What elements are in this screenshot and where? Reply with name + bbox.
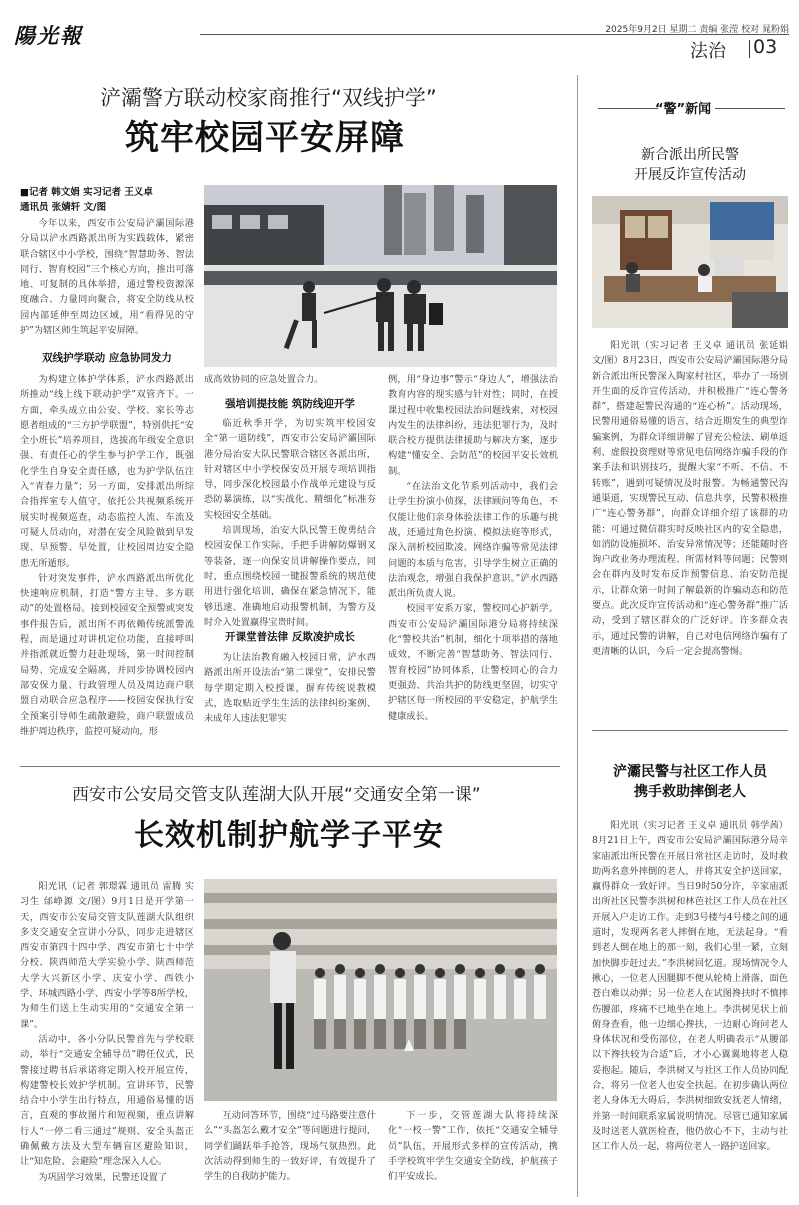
article2-paragraph: 阳光讯（记者 郭璟霖 通讯员 雷腾 实习生 邰峥源 文/图）9月1日是开学第一天，西安市公安局交管支队莲湖大队组织多支交通安全宣讲小分队，同步走进辖区西安市第四十四中学、西安市第七十中学分校、陕西师范大学实验小学、陕西师范大学大兴新区小学、庆安小学、西铁小学、环城西路小学、西安小学等8所学校，为师生们送上生动实用的“交通安全第一课”。 <box>20 881 194 1030</box>
article2-photo-traffic-class <box>204 879 557 1101</box>
masthead-rule <box>200 34 789 35</box>
article1-paragraph: 例，用“身边事”警示“身边人”，增强法治教育内容的现实感与针对性；同时，在授课过程中收集校园法治问题线索，对校园内发生的法律纠纷，违法犯罪行为，及时联合校方提供法律援助与解决方案，逐步构建“懂安全、会防范”的校园平安长效机制。 <box>388 374 558 477</box>
article1-subhead: 强培训提技能 筑防线迎开学 <box>225 398 355 410</box>
photo-graphic <box>592 196 788 328</box>
article1-byline-reporters: ■记者 韩文娟 实习记者 王义卓 <box>20 187 153 198</box>
page-number: 03 <box>753 36 778 58</box>
column-divider <box>577 75 578 1197</box>
section-divider <box>749 40 750 58</box>
article1-paragraph: 成高效协同的应急处置合力。 <box>204 374 324 385</box>
article1-paragraph: 为构建立体护学体系，浐水西路派出所推动“线上线下联动护学”双管齐下。一方面，牵头成立由公安、学校、家长等志愿者组成的“三方护学联盟”，特别供托“安全小班长”培养项目，选拔高年级安全意识强、有责任心的学生参与护学工作，既强化学生自身安全责任感，也为护学队伍注入“青春力量”；另一方面，安排派出所综合指挥室专人值守，依托公共视频系统开展实时视频巡查，动态监控人流、车流及可疑人员动向，对潜在安全风险做到早发现、早预警、早处置，让校园周边安全隐患无所遁形。 <box>20 374 194 569</box>
article1-subhead: 双线护学联动 应急协同发力 <box>42 352 172 364</box>
article2-paragraph: 活动中，各小分队民警首先与学校联动，举行“交通安全辅导员”聘任仪式，民警接过聘书后承诺将定期入校开展宣传，构建警校长效护学机制。宣讲环节，民警结合中小学生出行特点，用通俗易懂的语言，直观的事故图片和短视频，重点讲解行人“一停二看三通过”规则、安全头盔正确佩戴方法及大型车辆盲区避险知识，让“知危险、会避险”理念深入人心。 <box>20 1033 194 1168</box>
article1-paragraph: 今年以来，西安市公安局浐灞国际港分局以浐水西路派出所为实践载体，紧密联合辖区中小学校，围绕“智慧助务、智法同行、智育校园”三个核心方向，推出可落地、可复制的具体举措，通过警校资源深度融合、力量同向聚合，将安全防线从校园内部延伸至周边区域，用“看得见的守护”为辖区师生筑起平安屏障。 <box>20 218 194 337</box>
article1-kicker: 浐灞警方联动校家商推行“双线护学” <box>100 86 437 110</box>
sidebar-story1-text: 阳光讯（实习记者 王义卓 通讯员 张延娟 文/图）8月23日，西安市公安局浐灞国际港分局新合派出所民警深入陶家村社区，举办了一场别开生面的反诈宣传活动，并积极推广“连心警务群”，搭建起警民沟通的“连心桥”。活动现场，民警用通俗易懂的语言，结合近期发生的典型诈骗案例，为群众详细讲解了冒充公检法、刷单返利、虚假投资理财等常见电信网络诈骗手段的作案手法和识别技巧，提醒大家“不听、不信、不转账”，遇到可疑情况及时报警。为畅通警民沟通渠道，实现警民互动、信息共享，民警积极推广“连心警务群”，向群众详细介绍了该群的功能：可通过微信群实时反映社区内的安全隐患，如消防设施损坏、治安异常情况等；还能随时咨询户政业务办理流程、所需材料等问题；民警则会在群内及时发布反诈预警信息、治安防范提示，让群众第一时间了解最新的诈骗动态和防范要点。此次反诈宣传活动和“连心警务群”推广活动，受到了辖区群众的广泛好评。许多群众表示，通过民警的讲解，自己对电信网络诈骗有了更清晰的认识，今后一定会提高警惕。 <box>592 340 788 657</box>
article2-paragraph: 下一步，交管莲湖大队将持续深化“一校一警”工作，依托“交通安全辅导员”队伍，开展形式多样的宣传活动，携手学校筑牢学生交通安全防线，护航孩子们平安成长。 <box>388 1110 558 1183</box>
article1-paragraph: 为让法治教育融入校园日常，浐水西路派出所开设法治“第二课堂”，安排民警每学期定期入校授课，摒弃传统说教模式，选取贴近学生生活的法律纠纷案例、未成年人违法犯罪实 <box>204 652 376 725</box>
section-name: 法治 <box>690 41 726 62</box>
article1-headline: 筑牢校园平安屏障 <box>125 118 405 158</box>
sidebar-story2-text: 阳光讯（实习记者 王义卓 通讯员 韩学茜）8月21日上午，西安市公安局浐灞国际港分局辛家庙派出所民警在开展日常社区走访时，及时救助两名意外摔倒的老人，并将其安全护送回家，赢得群众一致好评。当日9时50分许，辛家庙派出所社区民警李洪树和林芭社区工作人员在社区开展入户走访工作。走到3号楼与4号楼之间的通道时，发现两名老人摔倒在地，无法起身。“看到老人倒在地上的那一刻，我们心里一紧，立刻加快脚步赶过去。”李洪树回忆道。现场情况令人揪心，一位老人因腿脚不便从轮椅上滑落，面色苍白难以动弹；另一位老人在试图搀扶时不慎摔伤腰部，疼痛不已地坐在地上。李洪树见状上前俯身查看，他一边细心搀扶，一边耐心询问老人身体状况和受伤部位，在老人明确表示“从腰部以下搀扶较为合适”后，才小心翼翼地将老人稳妥抱起。随后，李洪树又与社区工作人员协同配合，将另一位老人也安全扶起。在初步确认两位老人身体无大碍后，李洪树细致安抚老人情绪，并第一时间联系家属说明情况。尽管已通知家属及时送老人就医检查，他仍放心不下，主动与社区工作人员一起，将两位老人一路护送回家。 <box>592 820 788 1153</box>
sidebar-story2-title-line2: 携手救助摔倒老人 <box>634 784 746 800</box>
article1-paragraph: 临近秋季开学，为切实筑牢校园安全“第一道防线”，西安市公安局浐灞国际港分局治安大队民警联合辖区各派出所，针对辖区中小学校保安员开展专项培训指导，同步深化校园最小作战单元建设与反恐防暴演练，以“实战化、精细化”标准夯实校园安全基础。 <box>204 418 376 521</box>
article2-headline: 长效机制护航学子平安 <box>134 818 444 853</box>
column-label-rule-left <box>598 108 658 109</box>
article1-paragraph: “在法治文化节系列活动中，我们会让学生扮演小侦探，法律顾问等角色，不仅能让他们亲身体验法律工作的乐趣与挑战，还通过角色扮演、模拟法庭等形式，深入剖析校园欺凌、网络诈骗等常见法律问题的本质与危害，引导学生树立正确的法治观念，增强自我保护意识。”浐水西路派出所负责人说。 <box>388 481 558 600</box>
article1-subhead: 开课堂普法律 反欺凌护成长 <box>225 631 355 643</box>
article1-paragraph: 培训现场，治安大队民警王俊勇结合校园安保工作实际，手把手讲解防爆钢叉等装备，逐一向保安员讲解操作要点，同时，重点围绕校园一键报警系统的规范使用进行强化培训，确保在紧急情况下，能够迅速、准确地启动报警机制，为警方及时介入处置赢得宝贵时间。 <box>204 525 376 628</box>
column-label-rule-right <box>715 108 785 109</box>
article2-paragraph: 为巩固学习效果，民警还设置了 <box>38 1171 168 1183</box>
sidebar-photo-anti-fraud <box>592 196 788 328</box>
photo-graphic <box>204 879 557 1101</box>
sidebar-divider <box>592 730 788 731</box>
article1-paragraph: 校园平安系万家，警校同心护新学。西安市公安局浐灞国际港分局将持续深化“警校共治”机制，细化十项举措的落地成效，不断完善“智慧助务、智法同行、智育校园”协同体系，让警校同心的合力更强劲、共治共护的防线更坚固，切实守护辖区每一所校园的平安稳定，护航学生健康成长。 <box>388 603 558 722</box>
article2-kicker: 西安市公安局交管支队莲湖大队开展“交通安全第一课” <box>72 785 481 805</box>
newspaper-logo: 陽光報 <box>14 23 83 48</box>
article-divider <box>20 766 560 767</box>
sidebar-story1-title-line1: 新合派出所民警 <box>641 147 739 163</box>
dateline: 2025年9月2日 星期二 责编 张滢 校对 晁粉娟 <box>605 25 789 35</box>
article2-paragraph: 互动问答环节，围绕“过马路要注意什么”“头盔怎么戴才安全”等问题进行提问，同学们踊跃举手抢答，现场气氛热烈。此次活动得到师生的一致好评，有效提升了学生的自我防护能力。 <box>204 1110 376 1183</box>
sidebar-story2-title-line1: 浐灞民警与社区工作人员 <box>613 764 767 780</box>
article1-paragraph: 针对突发事件，浐水西路派出所优化快速响应机制，打造“警方主导、多方联动”的处置格局。接到校园安全预警或突发事件报告后，派出所不再依赖传统派警流程，而是通过对讲机定位功能，直接呼叫并指派就近警力赶赴现场，第一时间控制局势、完成安全隔离，并同步协调校园内部安保力量、行政管理人员及周边商户联盟自动联合应急程序——校园安保执行安全预案引导师生疏散避险，商户联盟成员维护周边秩序，监控可疑动向，形 <box>20 572 194 737</box>
article1-byline-correspondent: 通讯员 张婧轩 文/图 <box>20 202 107 213</box>
sidebar-story1-title-line2: 开展反诈宣传活动 <box>634 167 746 183</box>
photo-graphic <box>204 185 557 367</box>
column-label: “警”新闻 <box>655 102 712 117</box>
article1-photo-training-drill <box>204 185 557 367</box>
